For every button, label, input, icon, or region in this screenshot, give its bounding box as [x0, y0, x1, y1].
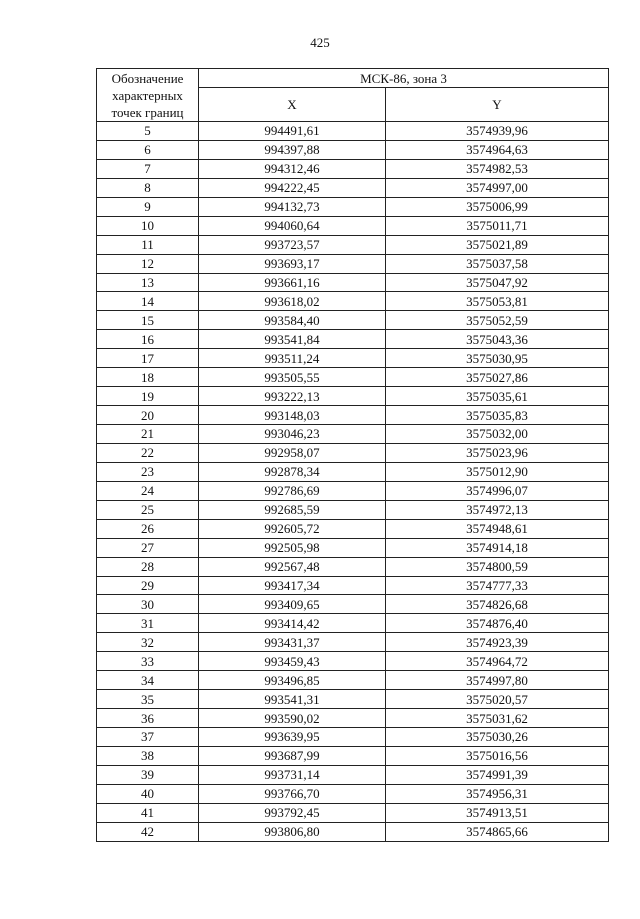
x-coordinate-cell: 992786,69 [199, 481, 386, 500]
point-number-cell: 35 [97, 690, 199, 709]
point-number-cell: 24 [97, 481, 199, 500]
point-number-cell: 38 [97, 746, 199, 765]
y-coordinate-cell: 3574865,66 [386, 822, 609, 841]
x-coordinate-cell: 992958,07 [199, 443, 386, 462]
table-row [97, 709, 609, 728]
page-number: 425 [310, 35, 330, 50]
table-row [97, 576, 609, 595]
table-row [97, 500, 609, 519]
y-coordinate-cell: 3575016,56 [386, 746, 609, 765]
x-coordinate-cell: 993590,02 [199, 709, 386, 728]
x-coordinate-cell: 993723,57 [199, 235, 386, 254]
y-coordinate-cell: 3574826,68 [386, 595, 609, 614]
x-coordinate-cell: 993687,99 [199, 746, 386, 765]
x-coordinate-cell: 993693,17 [199, 254, 386, 273]
table-row [97, 349, 609, 368]
header-coordinate-system: МСК-86, зона 3 [199, 69, 609, 88]
point-number-cell: 8 [97, 178, 199, 197]
x-coordinate-cell: 994222,45 [199, 178, 386, 197]
table-row [97, 330, 609, 349]
x-coordinate-cell: 994060,64 [199, 216, 386, 235]
y-coordinate-cell: 3575031,62 [386, 709, 609, 728]
point-number-cell: 9 [97, 197, 199, 216]
x-coordinate-cell: 993414,42 [199, 614, 386, 633]
table-row [97, 406, 609, 425]
x-coordinate-cell: 993459,43 [199, 652, 386, 671]
y-coordinate-cell: 3574956,31 [386, 784, 609, 803]
y-coordinate-cell: 3575035,83 [386, 406, 609, 425]
x-coordinate-cell: 994491,61 [199, 122, 386, 141]
point-number-cell: 37 [97, 728, 199, 747]
table-row [97, 387, 609, 406]
point-number-cell: 28 [97, 557, 199, 576]
x-coordinate-cell: 993639,95 [199, 728, 386, 747]
x-coordinate-cell: 992567,48 [199, 557, 386, 576]
y-coordinate-cell: 3575006,99 [386, 197, 609, 216]
point-number-cell: 16 [97, 330, 199, 349]
table-body [97, 122, 609, 842]
y-coordinate-cell: 3574777,33 [386, 576, 609, 595]
point-number-cell: 30 [97, 595, 199, 614]
x-coordinate-cell: 993792,45 [199, 803, 386, 822]
point-number-cell: 14 [97, 292, 199, 311]
y-coordinate-cell: 3575052,59 [386, 311, 609, 330]
table-row [97, 614, 609, 633]
y-coordinate-cell: 3574876,40 [386, 614, 609, 633]
point-number-cell: 12 [97, 254, 199, 273]
table-row [97, 633, 609, 652]
x-coordinate-cell: 994312,46 [199, 159, 386, 178]
table-row [97, 292, 609, 311]
x-coordinate-cell: 992878,34 [199, 462, 386, 481]
point-number-cell: 7 [97, 159, 199, 178]
x-coordinate-cell: 993661,16 [199, 273, 386, 292]
y-coordinate-cell: 3574948,61 [386, 519, 609, 538]
x-coordinate-cell: 993541,31 [199, 690, 386, 709]
x-coordinate-cell: 992505,98 [199, 538, 386, 557]
table-row [97, 159, 609, 178]
header-y: Y [386, 88, 609, 122]
y-coordinate-cell: 3575020,57 [386, 690, 609, 709]
point-number-cell: 6 [97, 140, 199, 159]
table-row [97, 822, 609, 841]
point-number-cell: 41 [97, 803, 199, 822]
point-number-cell: 31 [97, 614, 199, 633]
x-coordinate-cell: 993417,34 [199, 576, 386, 595]
point-number-cell: 15 [97, 311, 199, 330]
point-number-cell: 19 [97, 387, 199, 406]
y-coordinate-cell: 3575053,81 [386, 292, 609, 311]
point-number-cell: 42 [97, 822, 199, 841]
x-coordinate-cell: 993541,84 [199, 330, 386, 349]
y-coordinate-cell: 3575032,00 [386, 425, 609, 444]
y-coordinate-cell: 3575035,61 [386, 387, 609, 406]
y-coordinate-cell: 3574997,80 [386, 671, 609, 690]
table-row [97, 557, 609, 576]
point-number-cell: 25 [97, 500, 199, 519]
x-coordinate-cell: 993431,37 [199, 633, 386, 652]
x-coordinate-cell: 993409,65 [199, 595, 386, 614]
point-number-cell: 34 [97, 671, 199, 690]
y-coordinate-cell: 3574972,13 [386, 500, 609, 519]
x-coordinate-cell: 993496,85 [199, 671, 386, 690]
table-row [97, 254, 609, 273]
table-row [97, 538, 609, 557]
table-row [97, 519, 609, 538]
y-coordinate-cell: 3575012,90 [386, 462, 609, 481]
table-row [97, 728, 609, 747]
y-coordinate-cell: 3574991,39 [386, 765, 609, 784]
x-coordinate-cell: 993731,14 [199, 765, 386, 784]
y-coordinate-cell: 3575037,58 [386, 254, 609, 273]
table-row [97, 595, 609, 614]
x-coordinate-cell: 994397,88 [199, 140, 386, 159]
table-row [97, 765, 609, 784]
table-row [97, 671, 609, 690]
y-coordinate-cell: 3575047,92 [386, 273, 609, 292]
table-row [97, 652, 609, 671]
table-row [97, 311, 609, 330]
point-number-cell: 13 [97, 273, 199, 292]
x-coordinate-cell: 992685,59 [199, 500, 386, 519]
x-coordinate-cell: 993046,23 [199, 425, 386, 444]
y-coordinate-cell: 3574997,00 [386, 178, 609, 197]
table-row [97, 216, 609, 235]
x-coordinate-cell: 993511,24 [199, 349, 386, 368]
table-row [97, 443, 609, 462]
table-row [97, 140, 609, 159]
x-coordinate-cell: 993222,13 [199, 387, 386, 406]
y-coordinate-cell: 3575023,96 [386, 443, 609, 462]
table-row [97, 197, 609, 216]
x-coordinate-cell: 993618,02 [199, 292, 386, 311]
y-coordinate-cell: 3575030,95 [386, 349, 609, 368]
table-row [97, 425, 609, 444]
point-number-cell: 10 [97, 216, 199, 235]
y-coordinate-cell: 3574923,39 [386, 633, 609, 652]
header-x: X [199, 88, 386, 122]
point-number-cell: 26 [97, 519, 199, 538]
y-coordinate-cell: 3575027,86 [386, 368, 609, 387]
coordinates-table [96, 68, 609, 842]
y-coordinate-cell: 3575011,71 [386, 216, 609, 235]
y-coordinate-cell: 3574939,96 [386, 122, 609, 141]
table-row [97, 178, 609, 197]
point-number-cell: 18 [97, 368, 199, 387]
point-number-cell: 29 [97, 576, 199, 595]
point-number-cell: 36 [97, 709, 199, 728]
table-row [97, 235, 609, 254]
x-coordinate-cell: 993584,40 [199, 311, 386, 330]
table-row [97, 481, 609, 500]
y-coordinate-cell: 3575030,26 [386, 728, 609, 747]
x-coordinate-cell: 994132,73 [199, 197, 386, 216]
y-coordinate-cell: 3575021,89 [386, 235, 609, 254]
table-row [97, 803, 609, 822]
table-row [97, 746, 609, 765]
y-coordinate-cell: 3574914,18 [386, 538, 609, 557]
y-coordinate-cell: 3574964,72 [386, 652, 609, 671]
table-row [97, 273, 609, 292]
y-coordinate-cell: 3574982,53 [386, 159, 609, 178]
point-number-cell: 11 [97, 235, 199, 254]
point-number-cell: 23 [97, 462, 199, 481]
point-number-cell: 33 [97, 652, 199, 671]
table-row [97, 368, 609, 387]
x-coordinate-cell: 992605,72 [199, 519, 386, 538]
point-number-cell: 27 [97, 538, 199, 557]
point-number-cell: 32 [97, 633, 199, 652]
x-coordinate-cell: 993148,03 [199, 406, 386, 425]
point-number-cell: 20 [97, 406, 199, 425]
point-number-cell: 22 [97, 443, 199, 462]
point-number-cell: 5 [97, 122, 199, 141]
point-number-cell: 17 [97, 349, 199, 368]
point-number-cell: 40 [97, 784, 199, 803]
header-point-designation: Обозначение характерных точек границ [97, 69, 199, 122]
x-coordinate-cell: 993766,70 [199, 784, 386, 803]
y-coordinate-cell: 3574800,59 [386, 557, 609, 576]
x-coordinate-cell: 993505,55 [199, 368, 386, 387]
table-row [97, 122, 609, 141]
point-number-cell: 39 [97, 765, 199, 784]
y-coordinate-cell: 3574913,51 [386, 803, 609, 822]
table-row [97, 690, 609, 709]
y-coordinate-cell: 3575043,36 [386, 330, 609, 349]
table-row [97, 784, 609, 803]
table-row [97, 462, 609, 481]
y-coordinate-cell: 3574996,07 [386, 481, 609, 500]
y-coordinate-cell: 3574964,63 [386, 140, 609, 159]
point-number-cell: 21 [97, 425, 199, 444]
x-coordinate-cell: 993806,80 [199, 822, 386, 841]
